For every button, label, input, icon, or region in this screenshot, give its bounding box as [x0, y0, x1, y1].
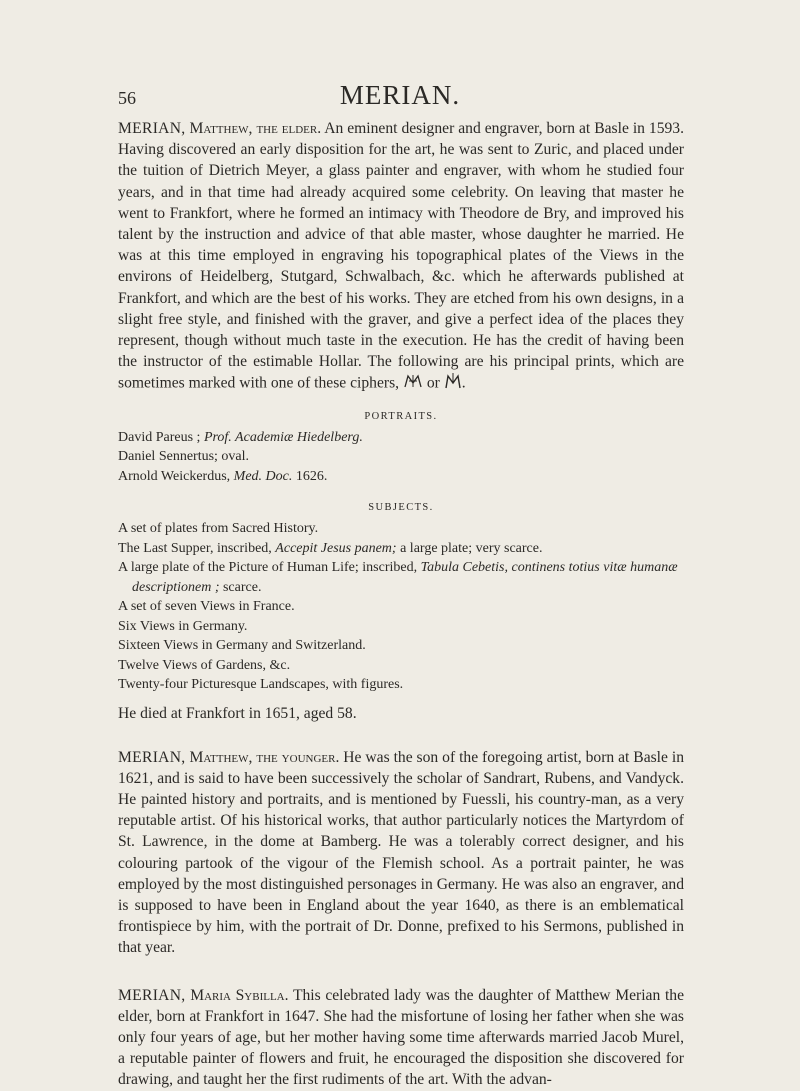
entry-epithet: the younger. — [256, 748, 340, 766]
headword: MERIAN, — [118, 120, 186, 137]
mf-monogram-icon — [403, 373, 423, 395]
entry-merian-matthew-younger — [118, 747, 684, 959]
entry-name: Matthew, — [189, 120, 253, 137]
list-item: Daniel Sennertus; oval. — [118, 449, 250, 465]
list-item: The Last Supper, inscribed, Accepit Jesus panem; a large plate; very scarce. — [118, 540, 543, 556]
entry-name: Matthew, — [189, 748, 253, 766]
entry-text: This celebrated lady was the daughter of Matthew Merian the elder, born at Frankfort in 1647. She had the misfortune of losing her father when she was only four years of age, but her mother having some time afterwards married Jacob Murel, a reputable painter of flowers and fruit, he encouraged the disposition she discovered for drawing, and taught her the first rudiments of the art. With the advan- — [118, 986, 684, 1089]
portraits-list — [118, 428, 684, 487]
cipher-end: . — [461, 375, 466, 393]
entry-merian-maria-sybilla — [118, 985, 684, 1091]
entry-text: An eminent designer and engraver, born at Basle in 1593. Having discovered an early disposition for the art, he was sent to Zuric, and placed under the tuition of Dietrich Meyer, a glass painter and engraver, with whom he studied four years, and in that time had already acquired some celebrity. On leaving that master he went to Frankfort, where he formed an intimacy with Theodore de Bry, and improved his talent by the instruction and advice of that able master, whose daughter he married. He was at this time employed in engraving his topographical plates of the Views in the environs of Heidelberg, Stutgard, Schwalbach, &c. which he afterwards published at Frankfort, and which are the best of his works. They are etched from his own designs, in a slight free style, and finished with the graver, and give a perfect idea of the places they represent, though without much taste in the execution. He has the credit of having been the instructor of the estimable Hollar. The following are his principal prints, which are sometimes marked with one of these ciphers, — [118, 120, 685, 393]
page-body — [118, 118, 684, 1091]
list-item: A large plate of the Picture of Human Life; inscribed, Tabula Cebetis, continens totius vitæ humanæ descriptionem ; scarce. — [118, 560, 678, 595]
cipher-joiner: or — [426, 375, 440, 393]
entry-text: He was the son of the foregoing artist, born at Basle in 1621, and is said to have been successively the scholar of Sandrart, Rubens, and Vandyck. He painted history and portraits, and is mentioned by Fuessli, his country-man, as a very reputable artist. Of his historical works, that author particularly notices the Martyrdom of St. Lawrence, in the dome at Bamberg. He was a tolerably correct designer, and his colouring partook of the vigour of the Flemish school. As a portrait painter, he was employed by the most distinguished personages in Germany. He was also an engraver, and is supposed to have been in England about the year 1640, as there is an emblematical frontispiece by him, with the portrait of Dr. Donne, prefixed to his Sermons, published in that year. — [118, 748, 684, 957]
running-head: MERIAN. — [339, 80, 461, 110]
portraits-heading: PORTRAITS. — [364, 410, 438, 422]
subjects-list — [118, 519, 684, 695]
headword: MERIAN, — [118, 748, 186, 766]
list-item: Twelve Views of Gardens, &c. — [118, 657, 291, 673]
list-item: Sixteen Views in Germany and Switzerland. — [118, 638, 366, 654]
list-item: A set of seven Views in France. — [118, 599, 295, 615]
list-item: David Pareus ; Prof. Academiæ Hiedelberg. — [118, 429, 363, 445]
headword: MERIAN, — [118, 986, 186, 1004]
entry-epithet: the elder. — [256, 120, 322, 137]
list-item: Arnold Weickerdus, Med. Doc. 1626. — [118, 468, 328, 484]
list-item: A set of plates from Sacred History. — [118, 521, 319, 537]
list-item: Six Views in Germany. — [118, 618, 248, 634]
entry-merian-matthew-elder — [118, 118, 684, 397]
list-item: Twenty-four Picturesque Landscapes, with figures. — [118, 677, 404, 693]
death-note: He died at Frankfort in 1651, aged 58. — [118, 704, 357, 722]
entry-name: Maria Sybilla. — [190, 986, 289, 1004]
subjects-heading: SUBJECTS. — [368, 502, 434, 514]
page-number: 56 — [118, 88, 136, 108]
m-monogram-icon — [444, 372, 462, 396]
